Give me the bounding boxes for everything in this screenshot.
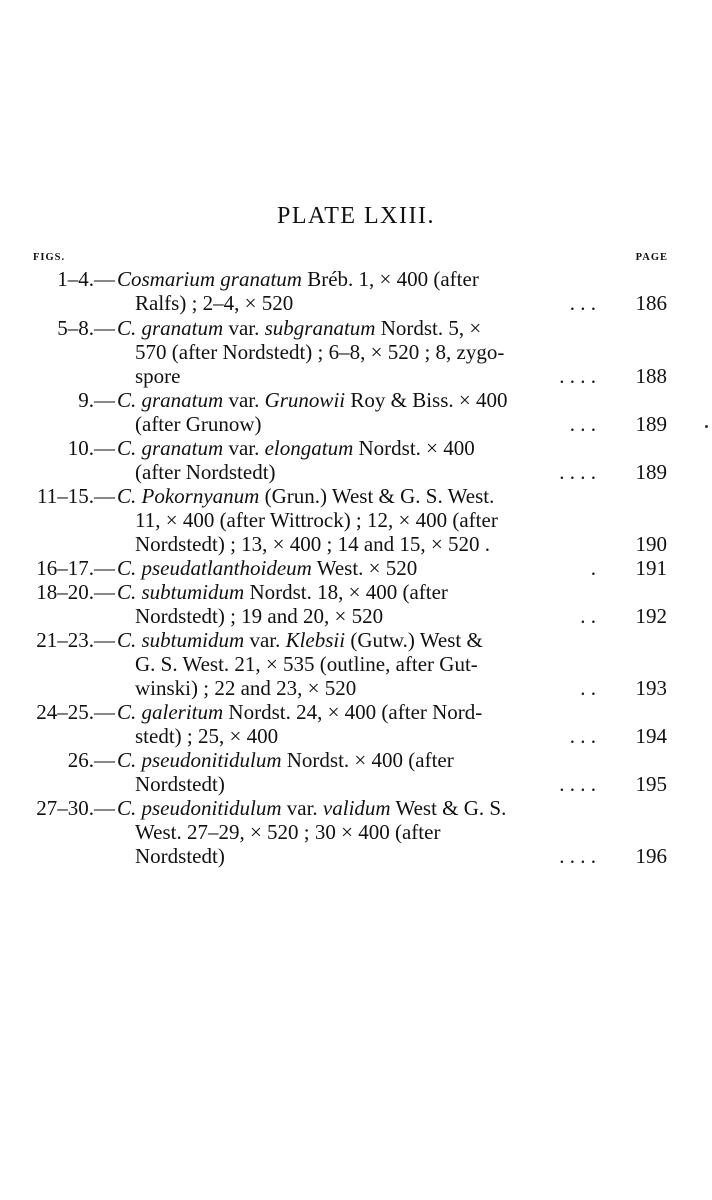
taxon-name: C. pseudonitidulum [117,748,282,772]
entry-line [0,772,712,796]
entry-line [0,676,712,700]
leader-dots: . . . [569,724,596,748]
entry-line [0,556,712,580]
entry-line [0,796,712,820]
entry-text: C. pseudonitidulum Nordst. × 400 (after [117,748,454,772]
entry-line [0,364,712,388]
leader-dots: . [590,556,596,580]
leader-dots: . . . . [559,460,596,484]
entry-text: C. granatum var. subgranatum Nordst. 5, × [117,316,482,340]
page-number: 196 [635,844,667,868]
entry-text: (after Nordstedt) [135,460,276,484]
figure-numbers: 16–17.— [36,556,115,580]
page-number: 189 [635,412,667,436]
figure-numbers: 21–23.— [36,628,115,652]
entry-line [0,340,712,364]
entry-line [0,460,712,484]
entry-text: C. pseudatlanthoideum West. × 520 [117,556,418,580]
entry-text: Nordstedt) ; 13, × 400 ; 14 and 15, × 520 . [135,532,490,556]
page-number: 190 [635,532,667,556]
entry-line [0,532,712,556]
taxon-name: C. granatum [117,388,224,412]
entry-text: C. galeritum Nordst. 24, × 400 (after Nord- [117,700,483,724]
variety-name: Klebsii [285,628,346,652]
leader-dots: . . [580,604,596,628]
entry-text: spore [135,364,181,388]
entry-line [0,436,712,460]
figure-numbers: 1–4.— [57,267,115,291]
leader-dots: . . . [569,291,596,315]
figure-numbers: 9.— [78,388,115,412]
entry-text: Nordstedt) ; 19 and 20, × 520 [135,604,384,628]
variety-name: elongatum [264,436,354,460]
entry-line [0,844,712,868]
leader-dots: . . [580,676,596,700]
page-number: 188 [635,364,667,388]
entry-line [0,604,712,628]
figure-numbers: 27–30.— [36,796,115,820]
variety-name: validum [322,796,391,820]
entry-text: 11, × 400 (after Wittrock) ; 12, × 400 (after [135,508,498,532]
entry-line [0,628,712,652]
entry-line [0,412,712,436]
figs-column-header: FIGS. [33,252,66,263]
figure-numbers: 24–25.— [36,700,115,724]
page-number: 186 [635,291,667,315]
page-number: 191 [635,556,667,580]
entry-line [0,700,712,724]
variety-name: Grunowii [264,388,346,412]
leader-dots: . . . [569,412,596,436]
page-number: 192 [635,604,667,628]
taxon-name: C. Pokornyanum [117,484,260,508]
entry-text: C. granatum var. elongatum Nordst. × 400 [117,436,475,460]
figure-numbers: 11–15.— [37,484,115,508]
entry-text: Cosmarium granatum Bréb. 1, × 400 (after [117,267,479,291]
entry-line [0,652,712,676]
page-column-header: PAGE [635,252,668,263]
entry-text: C. subtumidum var. Klebsii (Gutw.) West & [117,628,483,652]
entry-text: Nordstedt) [135,844,225,868]
entry-text: stedt) ; 25, × 400 [135,724,279,748]
entry-text: Nordstedt) [135,772,225,796]
entry-text: 570 (after Nordstedt) ; 6–8, × 520 ; 8, zygo- [135,340,505,364]
figure-numbers: 5–8.— [57,316,115,340]
entry-text: C. granatum var. Grunowii Roy & Biss. × 400 [117,388,508,412]
entry-line [0,508,712,532]
page-number: 193 [635,676,667,700]
variety-name: subgranatum [264,316,376,340]
entry-line [0,267,712,291]
taxon-name: C. subtumidum [117,580,245,604]
plate-title: PLATE LXIII. [277,203,435,229]
entry-text: C. subtumidum Nordst. 18, × 400 (after [117,580,448,604]
page-number: 189 [635,460,667,484]
figure-numbers: 10.— [67,436,115,460]
entry-text: winski) ; 22 and 23, × 520 [135,676,357,700]
entry-text: West. 27–29, × 520 ; 30 × 400 (after [135,820,441,844]
entry-text: Ralfs) ; 2–4, × 520 [135,291,294,315]
leader-dots: . . . . [559,364,596,388]
page-number: 195 [635,772,667,796]
taxon-name: C. pseudonitidulum [117,796,282,820]
entry-line [0,291,712,315]
entry-line [0,580,712,604]
entry-line [0,748,712,772]
entry-line [0,724,712,748]
figure-numbers: 18–20.— [36,580,115,604]
figure-numbers: 26.— [67,748,115,772]
entry-text: C. Pokornyanum (Grun.) West & G. S. West. [117,484,495,508]
taxon-name: C. pseudatlanthoideum [117,556,312,580]
entry-text: (after Grunow) [135,412,262,436]
entry-line [0,316,712,340]
entry-text: C. pseudonitidulum var. validum West & G. S. [117,796,507,820]
entry-line [0,388,712,412]
scan-speck [705,425,708,428]
page-number: 194 [635,724,667,748]
entry-line [0,820,712,844]
entry-line [0,484,712,508]
taxon-name: C. granatum [117,316,224,340]
entry-text: G. S. West. 21, × 535 (outline, after Gut- [135,652,478,676]
taxon-name: C. granatum [117,436,224,460]
taxon-name: C. subtumidum [117,628,245,652]
taxon-name: C. galeritum [117,700,224,724]
leader-dots: . . . . [559,844,596,868]
taxon-name: Cosmarium granatum [117,267,302,291]
leader-dots: . . . . [559,772,596,796]
